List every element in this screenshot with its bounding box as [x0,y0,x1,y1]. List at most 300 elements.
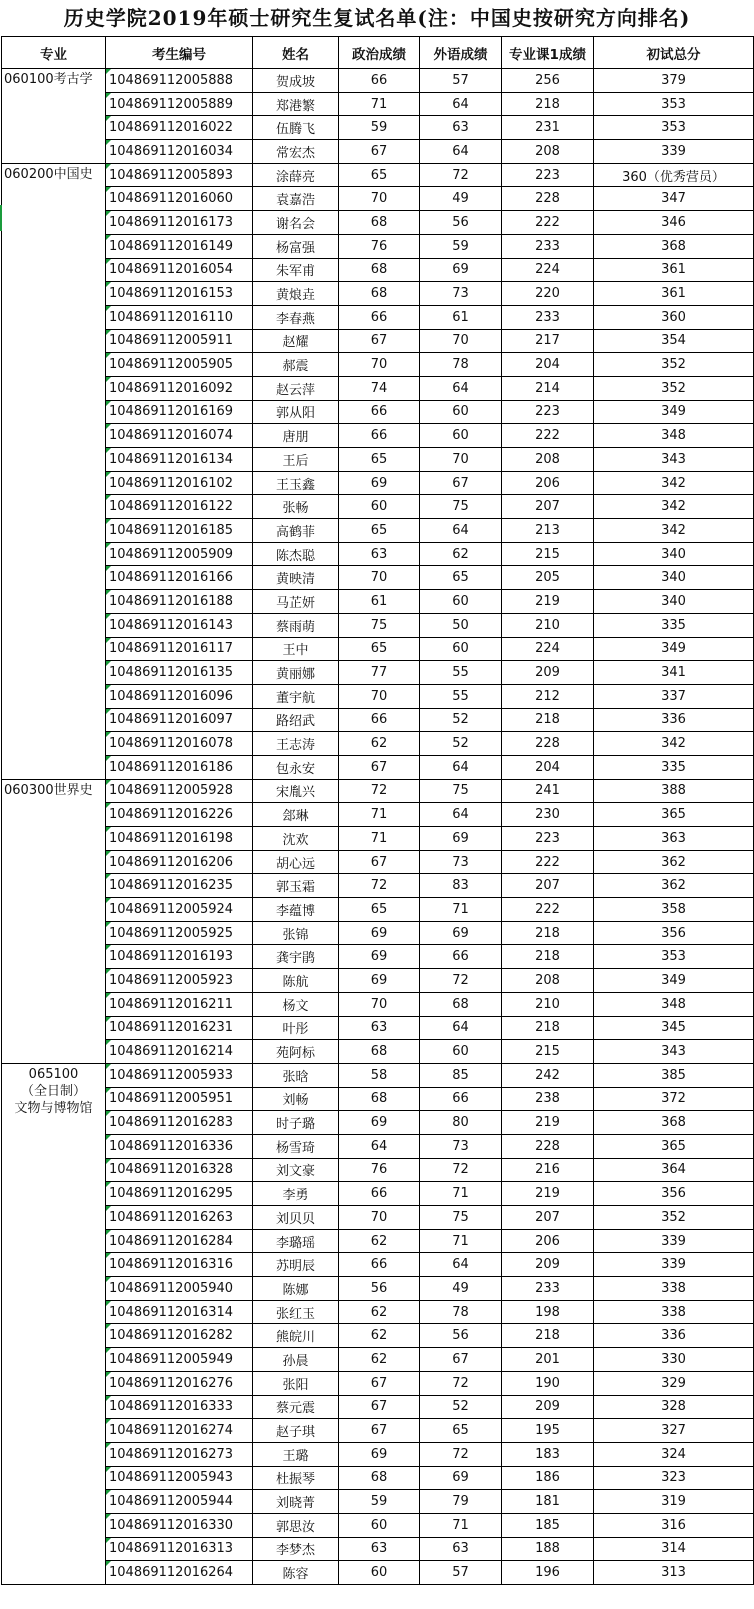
politics-score: 67 [339,755,420,779]
total-score: 353 [594,92,754,116]
politics-score: 68 [339,211,420,235]
table-row [2,116,754,140]
table-row [2,376,754,400]
total-score: 339 [594,140,754,164]
table-row [2,874,754,898]
total-score: 347 [594,187,754,211]
table-row [2,1466,754,1490]
candidate-id: 104869112005944 [106,1490,253,1514]
candidate-id: 104869112016097 [106,708,253,732]
total-score: 339 [594,1229,754,1253]
candidate-name: 陈航 [253,969,339,993]
candidate-name: 杨富强 [253,234,339,258]
politics-score: 63 [339,1537,420,1561]
major-course-score: 204 [502,353,594,377]
candidate-name: 苏明辰 [253,1253,339,1277]
candidate-name: 李蕴博 [253,898,339,922]
candidate-id: 104869112005925 [106,921,253,945]
major-course-score: 209 [502,1253,594,1277]
foreign-score: 78 [420,1300,502,1324]
header-row [2,37,754,69]
major-course-score: 208 [502,448,594,472]
candidate-name: 常宏杰 [253,140,339,164]
foreign-score: 52 [420,1395,502,1419]
major-course-score: 222 [502,211,594,235]
candidate-id: 104869112016110 [106,305,253,329]
candidate-name: 时子璐 [253,1111,339,1135]
candidate-table [1,36,754,1585]
major-course-score: 207 [502,1206,594,1230]
foreign-score: 52 [420,708,502,732]
major-course-score: 218 [502,92,594,116]
candidate-name: 叶彤 [253,1016,339,1040]
politics-score: 71 [339,803,420,827]
candidate-id: 104869112016284 [106,1229,253,1253]
table-row [2,1490,754,1514]
candidate-id: 104869112016231 [106,1016,253,1040]
politics-score: 60 [339,1561,420,1585]
foreign-score: 55 [420,684,502,708]
foreign-score: 72 [420,969,502,993]
total-score: 314 [594,1537,754,1561]
candidate-name: 黄烺垚 [253,282,339,306]
candidate-id: 104869112016235 [106,874,253,898]
candidate-id: 104869112005924 [106,898,253,922]
politics-score: 65 [339,519,420,543]
foreign-score: 75 [420,495,502,519]
candidate-name: 伍腾飞 [253,116,339,140]
politics-score: 67 [339,329,420,353]
foreign-score: 62 [420,542,502,566]
foreign-score: 68 [420,992,502,1016]
table-row [2,495,754,519]
total-score: 358 [594,898,754,922]
table-row [2,827,754,851]
table-row [2,684,754,708]
politics-score: 70 [339,1206,420,1230]
table-row [2,637,754,661]
candidate-id: 104869112016295 [106,1182,253,1206]
candidate-name: 郭从阳 [253,400,339,424]
table-row [2,448,754,472]
total-score: 327 [594,1419,754,1443]
major-course-score: 206 [502,1229,594,1253]
politics-score: 74 [339,376,420,400]
politics-score: 66 [339,1182,420,1206]
total-score: 352 [594,376,754,400]
candidate-name: 苑阿标 [253,1040,339,1064]
candidate-id: 104869112005889 [106,92,253,116]
politics-score: 70 [339,353,420,377]
header-candidate-id: 考生编号 [106,37,253,69]
header-total: 初试总分 [594,37,754,69]
table-row [2,921,754,945]
foreign-score: 56 [420,1324,502,1348]
foreign-score: 67 [420,1348,502,1372]
total-score: 336 [594,708,754,732]
total-score: 352 [594,1206,754,1230]
candidate-id: 104869112016153 [106,282,253,306]
candidate-id: 104869112005933 [106,1063,253,1087]
politics-score: 72 [339,779,420,803]
politics-score: 62 [339,732,420,756]
major-course-score: 222 [502,424,594,448]
foreign-score: 60 [420,400,502,424]
total-score: 335 [594,755,754,779]
major-course-score: 196 [502,1561,594,1585]
candidate-name: 陈娜 [253,1277,339,1301]
table-row [2,1134,754,1158]
politics-score: 66 [339,1253,420,1277]
major-course-score: 207 [502,874,594,898]
total-score: 340 [594,542,754,566]
candidate-id: 104869112016214 [106,1040,253,1064]
politics-score: 68 [339,1466,420,1490]
table-row [2,282,754,306]
politics-score: 69 [339,969,420,993]
total-score: 379 [594,69,754,93]
total-score: 363 [594,827,754,851]
total-score: 353 [594,116,754,140]
table-row [2,69,754,93]
politics-score: 68 [339,282,420,306]
table-row [2,234,754,258]
major-course-score: 219 [502,1111,594,1135]
major-course-score: 212 [502,684,594,708]
total-score: 362 [594,874,754,898]
table-row [2,732,754,756]
politics-score: 62 [339,1348,420,1372]
candidate-id: 104869112005909 [106,542,253,566]
foreign-score: 60 [420,637,502,661]
table-row [2,258,754,282]
foreign-score: 65 [420,566,502,590]
major-cell [2,1063,106,1584]
candidate-id: 104869112016122 [106,495,253,519]
politics-score: 59 [339,1490,420,1514]
candidate-id: 104869112016185 [106,519,253,543]
table-body [2,69,754,1585]
major-course-score: 205 [502,566,594,590]
total-score: 364 [594,1158,754,1182]
major-course-score: 218 [502,1016,594,1040]
candidate-id: 104869112016186 [106,755,253,779]
total-score: 372 [594,1087,754,1111]
table-row [2,969,754,993]
candidate-name: 袁嘉浩 [253,187,339,211]
major-course-score: 223 [502,163,594,187]
major-course-score: 209 [502,1395,594,1419]
table-row [2,779,754,803]
major-course-score: 216 [502,1158,594,1182]
politics-score: 70 [339,992,420,1016]
candidate-id: 104869112005943 [106,1466,253,1490]
total-score: 388 [594,779,754,803]
politics-score: 68 [339,1087,420,1111]
table-row [2,755,754,779]
major-course-score: 204 [502,755,594,779]
politics-score: 66 [339,708,420,732]
candidate-id: 104869112016328 [106,1158,253,1182]
candidate-id: 104869112016336 [106,1134,253,1158]
total-score: 342 [594,471,754,495]
total-score: 385 [594,1063,754,1087]
foreign-score: 64 [420,519,502,543]
major-course-score: 214 [502,376,594,400]
foreign-score: 72 [420,1158,502,1182]
candidate-id: 104869112016330 [106,1513,253,1537]
foreign-score: 80 [420,1111,502,1135]
foreign-score: 60 [420,590,502,614]
politics-score: 67 [339,140,420,164]
candidate-name: 董宇航 [253,684,339,708]
major-course-score: 230 [502,803,594,827]
candidate-name: 陈容 [253,1561,339,1585]
major-course-score: 215 [502,542,594,566]
table-row [2,163,754,187]
candidate-id: 104869112005949 [106,1348,253,1372]
total-score: 343 [594,1040,754,1064]
candidate-name: 孙晨 [253,1348,339,1372]
major-course-score: 222 [502,850,594,874]
candidate-name: 王志涛 [253,732,339,756]
total-score: 361 [594,258,754,282]
politics-score: 67 [339,1419,420,1443]
candidate-id: 104869112016211 [106,992,253,1016]
foreign-score: 78 [420,353,502,377]
candidate-id: 104869112016169 [106,400,253,424]
politics-score: 69 [339,1111,420,1135]
table-row [2,471,754,495]
candidate-name: 赵云萍 [253,376,339,400]
politics-score: 68 [339,258,420,282]
table-row [2,566,754,590]
politics-score: 65 [339,448,420,472]
total-score: 313 [594,1561,754,1585]
politics-score: 77 [339,661,420,685]
major-course-score: 233 [502,1277,594,1301]
major-course-score: 181 [502,1490,594,1514]
total-score: 362 [594,850,754,874]
table-row [2,1513,754,1537]
major-course-score: 218 [502,1324,594,1348]
foreign-score: 64 [420,376,502,400]
foreign-score: 52 [420,732,502,756]
table-row [2,898,754,922]
candidate-id: 104869112016316 [106,1253,253,1277]
politics-score: 67 [339,1371,420,1395]
foreign-score: 75 [420,1206,502,1230]
foreign-score: 55 [420,661,502,685]
major-line: （全日制） [20,1083,86,1099]
candidate-id: 104869112016054 [106,258,253,282]
foreign-score: 70 [420,448,502,472]
foreign-score: 83 [420,874,502,898]
major-course-score: 218 [502,708,594,732]
major-course-score: 228 [502,187,594,211]
total-score: 340 [594,566,754,590]
candidate-id: 104869112016166 [106,566,253,590]
table-row [2,1253,754,1277]
politics-score: 58 [339,1063,420,1087]
candidate-name: 王璐 [253,1442,339,1466]
candidate-name: 李梦杰 [253,1537,339,1561]
candidate-name: 宋胤兴 [253,779,339,803]
candidate-name: 高鹤菲 [253,519,339,543]
table-row [2,1371,754,1395]
candidate-id: 104869112016282 [106,1324,253,1348]
foreign-score: 49 [420,1277,502,1301]
total-score: 353 [594,945,754,969]
total-score: 339 [594,1253,754,1277]
candidate-id: 104869112016314 [106,1300,253,1324]
table-row [2,1395,754,1419]
total-score: 337 [594,684,754,708]
candidate-name: 郭玉霜 [253,874,339,898]
major-line: 065100 [28,1066,79,1082]
major-course-score: 209 [502,661,594,685]
header-politics: 政治成绩 [339,37,420,69]
major-course-score: 228 [502,732,594,756]
major-course-score: 219 [502,590,594,614]
table-row [2,1229,754,1253]
total-score: 343 [594,448,754,472]
total-score: 349 [594,400,754,424]
table-row [2,1277,754,1301]
candidate-id: 104869112005940 [106,1277,253,1301]
politics-score: 70 [339,566,420,590]
foreign-score: 56 [420,211,502,235]
politics-score: 60 [339,495,420,519]
table-row [2,1300,754,1324]
foreign-score: 73 [420,850,502,874]
header-name: 姓名 [253,37,339,69]
major-course-score: 223 [502,400,594,424]
major-cell: 060200中国史 [2,163,106,779]
politics-score: 66 [339,424,420,448]
candidate-id: 104869112016135 [106,661,253,685]
table-row [2,1419,754,1443]
candidate-name: 张阳 [253,1371,339,1395]
major-course-score: 195 [502,1419,594,1443]
foreign-score: 71 [420,1229,502,1253]
total-score: 340 [594,590,754,614]
candidate-name: 张畅 [253,495,339,519]
candidate-id: 104869112016276 [106,1371,253,1395]
candidate-name: 李璐瑶 [253,1229,339,1253]
candidate-id: 104869112016273 [106,1442,253,1466]
foreign-score: 79 [420,1490,502,1514]
foreign-score: 71 [420,1182,502,1206]
total-score: 356 [594,921,754,945]
total-score: 316 [594,1513,754,1537]
total-score: 361 [594,282,754,306]
candidate-id: 104869112016117 [106,637,253,661]
total-score: 365 [594,1134,754,1158]
foreign-score: 57 [420,1561,502,1585]
politics-score: 71 [339,827,420,851]
table-row [2,1324,754,1348]
total-score: 329 [594,1371,754,1395]
candidate-name: 贺成坡 [253,69,339,93]
header-major-course: 专业课1成绩 [502,37,594,69]
foreign-score: 65 [420,1419,502,1443]
candidate-name: 沈欢 [253,827,339,851]
foreign-score: 66 [420,1087,502,1111]
table-row [2,1158,754,1182]
candidate-name: 赵子琪 [253,1419,339,1443]
candidate-id: 104869112005888 [106,69,253,93]
politics-score: 69 [339,921,420,945]
major-course-score: 186 [502,1466,594,1490]
major-course-score: 219 [502,1182,594,1206]
header-foreign-language: 外语成绩 [420,37,502,69]
major-course-score: 183 [502,1442,594,1466]
table-row [2,661,754,685]
politics-score: 72 [339,874,420,898]
candidate-name: 路绍武 [253,708,339,732]
total-score: 341 [594,661,754,685]
candidate-name: 马芷妍 [253,590,339,614]
total-score: 360（优秀营员） [594,163,754,187]
candidate-name: 张红玉 [253,1300,339,1324]
table-row [2,850,754,874]
candidate-id: 104869112016193 [106,945,253,969]
candidate-name: 蔡雨萌 [253,613,339,637]
candidate-id: 104869112016173 [106,211,253,235]
politics-score: 65 [339,637,420,661]
candidate-name: 胡心远 [253,850,339,874]
foreign-score: 64 [420,1016,502,1040]
major-course-score: 185 [502,1513,594,1537]
total-score: 319 [594,1490,754,1514]
candidate-name: 张锦 [253,921,339,945]
foreign-score: 73 [420,282,502,306]
table-row [2,519,754,543]
politics-score: 65 [339,163,420,187]
total-score: 356 [594,1182,754,1206]
major-course-score: 201 [502,1348,594,1372]
major-course-score: 224 [502,637,594,661]
major-course-score: 218 [502,921,594,945]
candidate-name: 蔡元震 [253,1395,339,1419]
candidate-name: 黄丽娜 [253,661,339,685]
major-cell: 060300世界史 [2,779,106,1063]
major-course-score: 224 [502,258,594,282]
foreign-score: 49 [420,187,502,211]
candidate-name: 王玉鑫 [253,471,339,495]
table-row [2,945,754,969]
table-row [2,1206,754,1230]
foreign-score: 71 [420,1513,502,1537]
politics-score: 76 [339,1158,420,1182]
foreign-score: 61 [420,305,502,329]
candidate-name: 刘晓菁 [253,1490,339,1514]
candidate-id: 104869112016143 [106,613,253,637]
candidate-name: 谢名会 [253,211,339,235]
candidate-id: 104869112016078 [106,732,253,756]
foreign-score: 67 [420,471,502,495]
candidate-name: 赵耀 [253,329,339,353]
candidate-id: 104869112016102 [106,471,253,495]
major-course-score: 241 [502,779,594,803]
candidate-id: 104869112016313 [106,1537,253,1561]
candidate-name: 涂薛亮 [253,163,339,187]
candidate-id: 104869112016134 [106,448,253,472]
foreign-score: 72 [420,1442,502,1466]
total-score: 342 [594,495,754,519]
total-score: 328 [594,1395,754,1419]
